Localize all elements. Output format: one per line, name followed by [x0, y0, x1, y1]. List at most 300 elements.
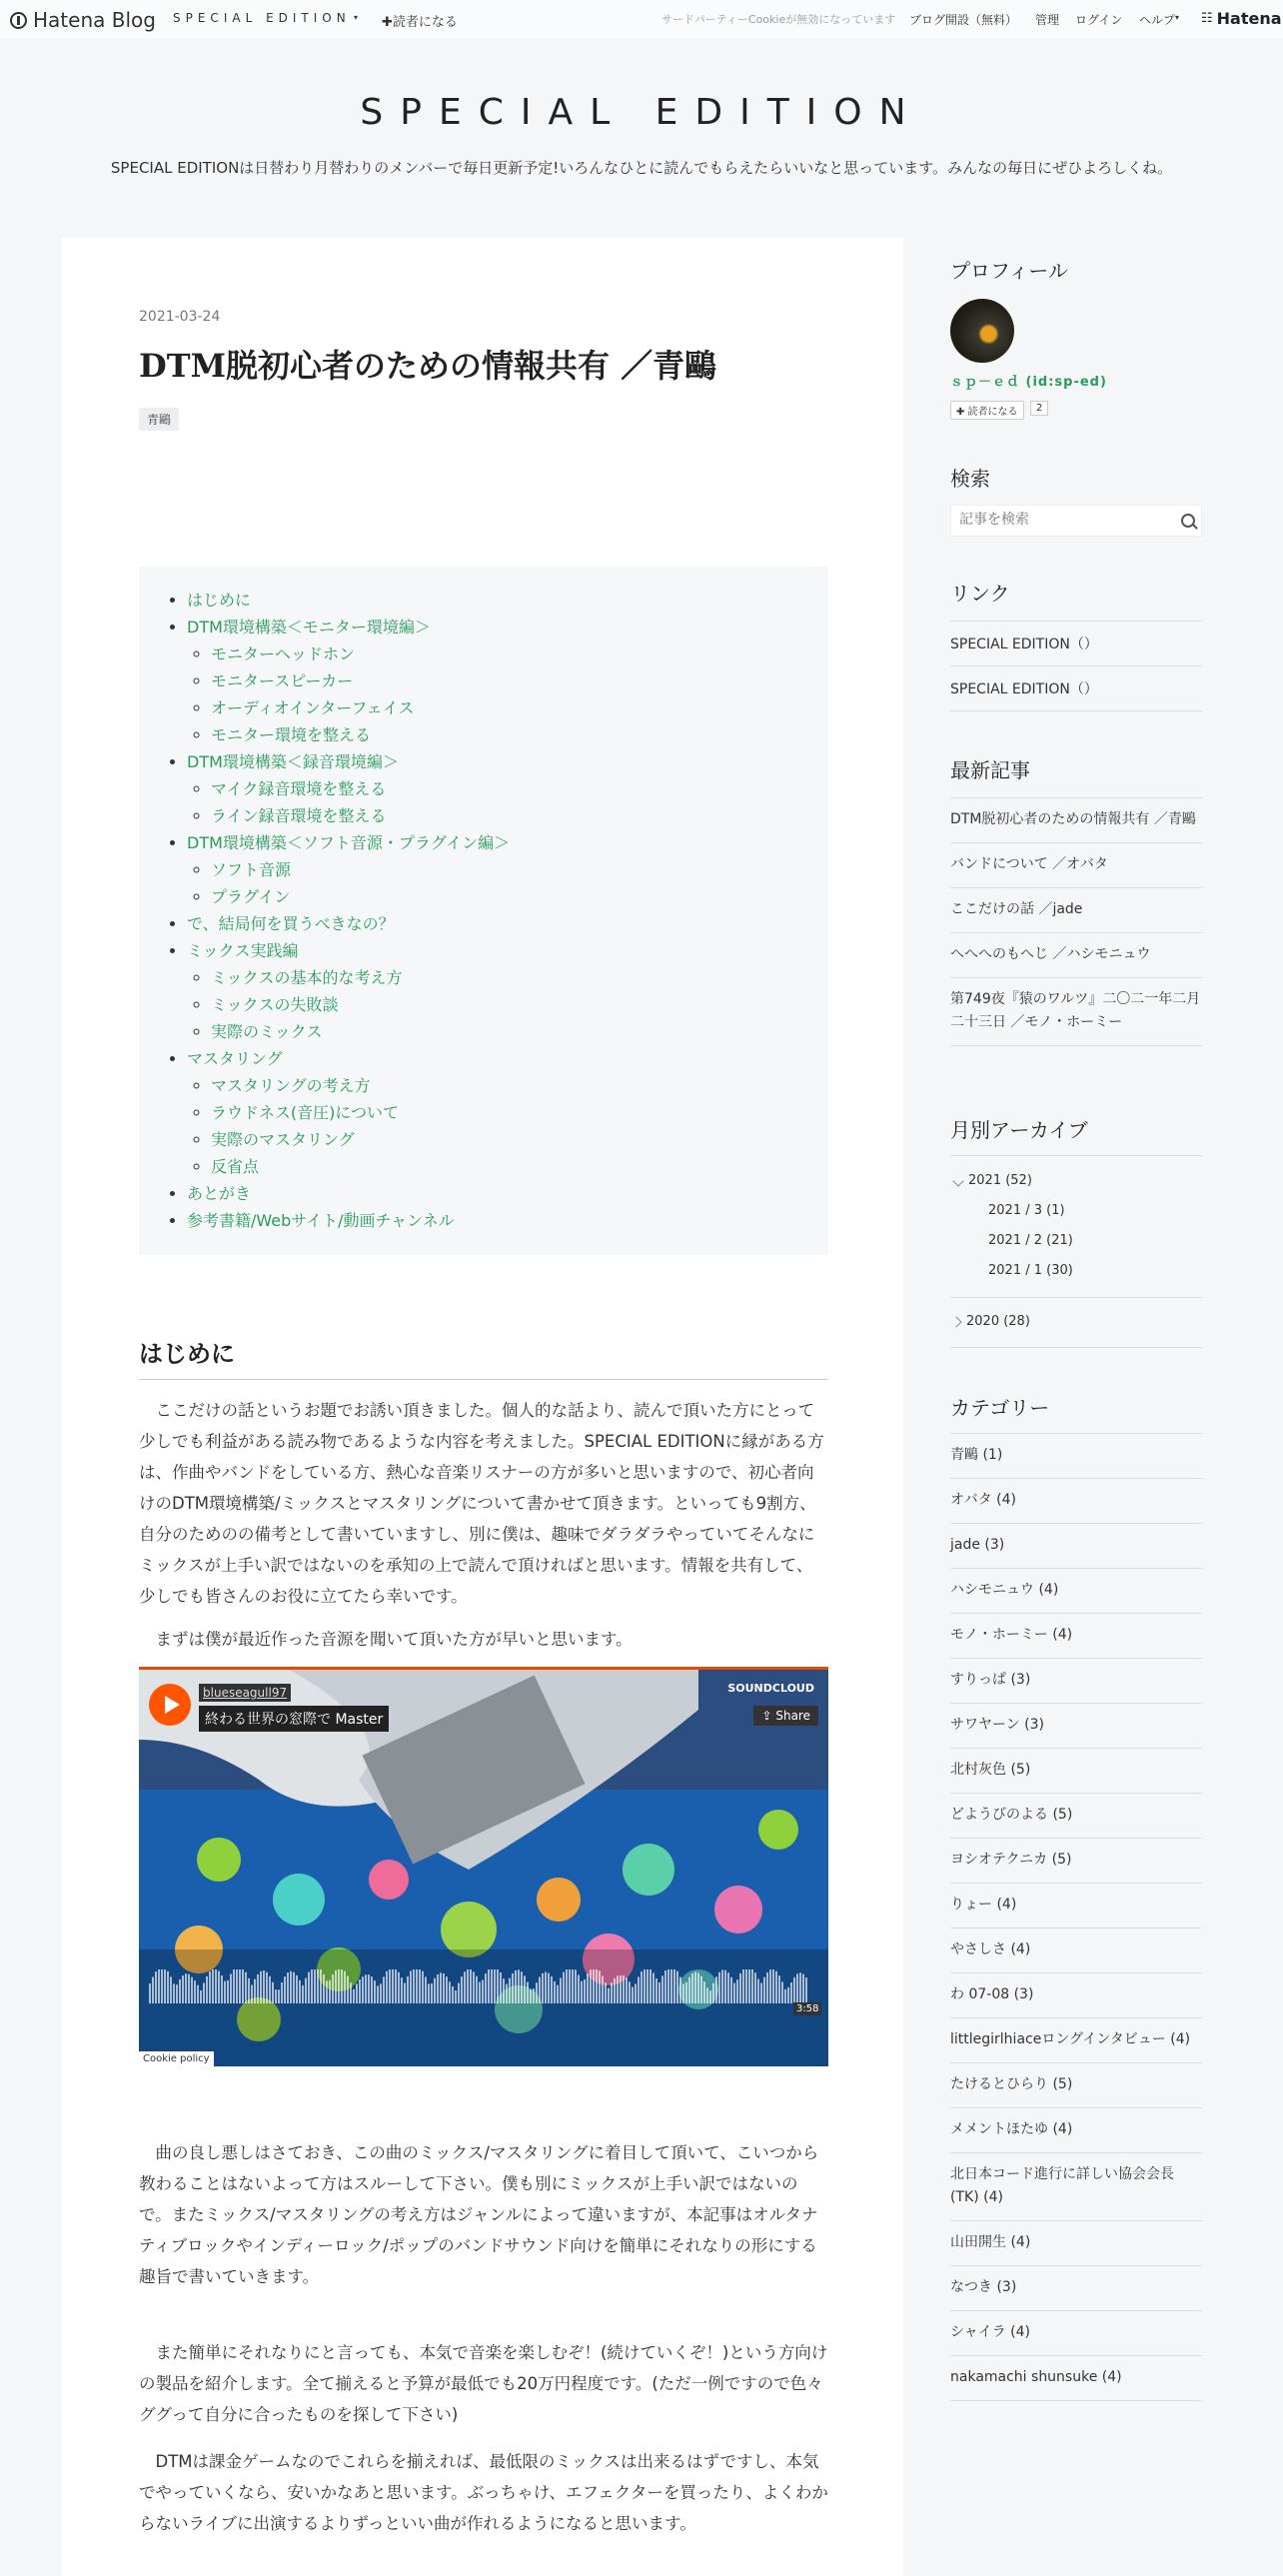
waveform-bar [290, 1971, 292, 2003]
category-item[interactable]: りょー (4) [950, 1884, 1202, 1929]
waveform-bar [655, 1978, 657, 2003]
waveform-bar [470, 1969, 472, 2003]
waveform-bar [311, 1969, 313, 2003]
waveform-bar [560, 1978, 562, 2003]
waveform-bar [347, 1976, 349, 2003]
top-navbar [0, 0, 1283, 38]
waveform-bar [590, 1969, 592, 2003]
waveform-bar [724, 1970, 726, 2003]
site-title[interactable]: SPECIAL EDITION [360, 92, 923, 133]
waveform-bar [602, 1976, 604, 2003]
soundcloud-player[interactable] [139, 1667, 828, 2066]
waveform-bar [479, 1982, 481, 2003]
waveform-bar [497, 1969, 499, 2003]
waveform-bar [596, 1969, 598, 2003]
waveform-bar [464, 1971, 466, 2003]
waveform-bar [593, 1969, 595, 2003]
waveform-bar [629, 1981, 631, 2003]
waveform-bar [566, 1969, 568, 2003]
archive-month[interactable]: 2021 / 3 (1) [988, 1203, 1065, 1218]
toc-item[interactable]: • DTM環境構築＜モニター環境編＞ [187, 614, 808, 641]
waveform-bar [697, 1972, 699, 2003]
chevron-down-icon [952, 1175, 963, 1186]
waveform-bar [476, 1976, 478, 2003]
category-item[interactable]: 青鷗 (1) [950, 1434, 1202, 1479]
dropdown-caret-icon: ▾ [354, 13, 359, 22]
waveform-bar [623, 1975, 625, 2003]
chevron-right-icon [950, 1316, 961, 1327]
archive-month[interactable]: 2021 / 2 (21) [988, 1233, 1073, 1248]
article-date[interactable]: 2021-03-24 [139, 309, 221, 325]
waveform-bar [275, 1989, 277, 2003]
waveform-bar [748, 1969, 750, 2003]
toc-item[interactable]: • DTM環境構築＜ソフト音源・プラグイン編＞ [187, 829, 808, 856]
waveform-bar [790, 1982, 792, 2003]
toc-item[interactable]: • ミックス実践編 [187, 937, 808, 964]
category-item[interactable]: ハシモニュウ (4) [950, 1569, 1202, 1614]
waveform-bar [575, 1969, 577, 2003]
category-item[interactable]: 北村灰色 (5) [950, 1749, 1202, 1794]
divider [950, 1155, 1202, 1156]
waveform-bar [712, 1983, 714, 2003]
waveform-bar [248, 1978, 250, 2003]
waveform-bar [257, 1974, 259, 2003]
waveform-bar [620, 1975, 622, 2003]
waveform-bar [757, 1978, 759, 2003]
waveform-bar [428, 1983, 430, 2003]
category-item[interactable]: jade (3) [950, 1524, 1202, 1569]
archive-year-2021[interactable]: 2021 (52) [950, 1173, 1032, 1188]
category-item[interactable]: やさしさ (4) [950, 1929, 1202, 1973]
links-heading: リンク [950, 582, 1010, 606]
waveform-bar [745, 1969, 747, 2003]
waveform-bar [554, 1981, 556, 2003]
waveform-bar [769, 1969, 771, 2003]
recent-article-item[interactable]: ここだけの話 ／jade [950, 888, 1202, 933]
waveform-bar [380, 1983, 382, 2003]
waveform-bar [703, 1981, 705, 2003]
waveform-bar [796, 1973, 798, 2003]
toc-subitem[interactable]: ◦ 反省点 [211, 1153, 808, 1180]
waveform-bar [215, 1969, 217, 2003]
avatar[interactable] [950, 299, 1014, 363]
waveform-bar [401, 1977, 403, 2003]
waveform-bar [766, 1972, 768, 2003]
waveform-bar [709, 1990, 711, 2003]
waveform-bar [658, 1982, 660, 2003]
open-blog-link[interactable]: ブログ開設（無料） [909, 13, 1018, 27]
waveform-bar [155, 1971, 157, 2003]
paragraph: また簡単にそれなりにと言っても、本気で音楽を楽しむぞ！(続けていくぞ！)という方向けの製品を紹介します。全て揃えると予算が最低でも20万円程度です。(ただ一例ですので色々ググって自分に合ったものを探して下さい) [139, 2343, 828, 2424]
waveform-bar [763, 1977, 765, 2003]
waveform-bar [530, 1989, 532, 2003]
waveform-bar [374, 1980, 376, 2003]
search-box [950, 505, 1202, 537]
toc-subitem[interactable]: ◦ モニター環境を整える [211, 721, 808, 748]
waveform-bar [287, 1972, 289, 2003]
toc-subitem[interactable]: ◦ 実際のミックス [211, 1018, 808, 1045]
article-title[interactable]: DTM脱初心者のための情報共有 ／青鷗 [139, 347, 717, 385]
waveform-bar [365, 1974, 367, 2003]
soundcloud-logo[interactable]: SOUNDCLOUD [727, 1682, 814, 1695]
waveform-bar [455, 1990, 457, 2003]
category-item[interactable]: 山田開生 (4) [950, 2221, 1202, 2266]
waveform-bar [395, 1969, 397, 2003]
waveform-bar [329, 1980, 331, 2003]
waveform-bar [326, 1980, 328, 2003]
recent-article-item[interactable]: 第749夜『猿のワルツ』二〇二一年二月二十三日 ／モノ・ホーミー [950, 978, 1202, 1046]
waveform-bar [605, 1982, 607, 2003]
waveform-bar [299, 1980, 301, 2003]
profile-name[interactable]: ｓｐ－ｅｄ (id:sp-ed) [950, 375, 1107, 390]
waveform-bar [691, 1973, 693, 2003]
waveform-bar [236, 1969, 238, 2003]
waveform-bar [793, 1977, 795, 2003]
waveform-bar [679, 1976, 681, 2003]
waveform-bar [473, 1971, 475, 2003]
site-description: SPECIAL EDITIONは日替わり月替わりのメンバーで毎日更新予定!いろんなひとに読んでもらえたらいいなと思っています。みんなの毎日にぜひよろしくね。 [110, 159, 1173, 177]
waveform-bar [461, 1976, 463, 2003]
category-item[interactable]: シャイラ (4) [950, 2311, 1202, 2356]
waveform-bar [161, 1969, 163, 2003]
waveform-bar [778, 1975, 780, 2003]
table-of-contents [139, 567, 828, 1255]
recent-heading: 最新記事 [950, 758, 1030, 782]
waveform-bar [739, 1973, 741, 2003]
toc-subitem[interactable]: ◦ モニターヘッドホン [211, 641, 808, 667]
category-item[interactable]: どようびのよる (5) [950, 1794, 1202, 1839]
waveform-bar [488, 1969, 490, 2003]
waveform-bar [389, 1969, 391, 2003]
waveform-bar [784, 1989, 786, 2003]
waveform-bar [545, 1971, 547, 2003]
waveform-bar [506, 1983, 508, 2003]
hatena-mark-icon: ☷ [1201, 11, 1213, 26]
waveform-bar [449, 1981, 451, 2003]
waveform-bar [626, 1977, 628, 2003]
waveform-bar [733, 1983, 735, 2003]
cookie-policy-link[interactable]: Cookie policy [139, 2051, 214, 2066]
waveform-bar [700, 1976, 702, 2003]
waveform-bar [802, 1974, 804, 2003]
category-item[interactable]: たけるとひらり (5) [950, 2063, 1202, 2108]
track-duration: 3:58 [793, 2002, 821, 2015]
waveform-bar [314, 1969, 316, 2003]
waveform-bar [787, 1987, 789, 2003]
waveform-bar [335, 1970, 337, 2003]
waveform-bar [440, 1972, 442, 2003]
link-item[interactable]: SPECIAL EDITION（） [950, 622, 1202, 666]
waveform-bar [368, 1974, 370, 2003]
waveform-bar [422, 1971, 424, 2003]
waveform-bar [260, 1971, 262, 2003]
waveform-bar [356, 1983, 358, 2003]
toc-subitem[interactable]: ◦ ソフト音源 [211, 856, 808, 883]
toc-subitem[interactable]: ◦ ミックスの失敗談 [211, 991, 808, 1018]
archive-year-2020[interactable]: 2020 (28) [950, 1314, 1030, 1329]
waveform-bar [661, 1975, 663, 2003]
waveform-bar [646, 1969, 648, 2003]
section-heading: はじめに [139, 1334, 828, 1380]
waveform-bar [775, 1971, 777, 2003]
waveform-bar [581, 1981, 583, 2003]
toc-item[interactable]: • DTM環境構築＜録音環境編＞ [187, 748, 808, 775]
waveform-bar [266, 1972, 268, 2003]
waveform-bar [203, 1982, 205, 2003]
waveform-bar [584, 1979, 586, 2003]
waveform-bar [383, 1976, 385, 2003]
category-item[interactable]: littlegirlhiaceロングインタビュー (4) [950, 2018, 1202, 2063]
waveform-bar [386, 1971, 388, 2003]
toc-subitem[interactable]: ◦ マイク録音環境を整える [211, 775, 808, 802]
waveform-bar [230, 1974, 232, 2003]
waveform-bar [694, 1971, 696, 2003]
waveform-bar [638, 1976, 640, 2003]
hatena-blog-logo[interactable]: Hatena Blog [10, 8, 156, 32]
recent-article-item[interactable]: DTM脱初心者のための情報共有 ／青鷗 [950, 798, 1202, 843]
waveform-bar [641, 1971, 642, 2003]
category-item[interactable]: 北日本コード進行に詳しい協会会長(TK) (4) [950, 2153, 1202, 2221]
toc-subitem[interactable]: ◦ プラグイン [211, 883, 808, 910]
waveform-bar [398, 1972, 400, 2003]
waveform-bar [491, 1969, 493, 2003]
blog-name-menu[interactable]: SPECIAL EDITION [173, 11, 351, 25]
waveform-bar [670, 1969, 672, 2003]
waveform-bar [200, 1990, 202, 2003]
waveform[interactable] [149, 1969, 818, 2019]
toc-subitem[interactable]: ◦ モニタースピーカー [211, 667, 808, 694]
waveform-bar [685, 1982, 687, 2003]
waveform-bar [170, 1976, 172, 2003]
waveform-bar [446, 1976, 448, 2003]
waveform-bar [539, 1976, 541, 2003]
waveform-bar [578, 1974, 580, 2003]
waveform-bar [173, 1983, 175, 2003]
waveform-bar [407, 1976, 409, 2003]
waveform-bar [152, 1977, 154, 2003]
waveform-bar [494, 1969, 496, 2003]
share-button[interactable]: ⇪ Share [753, 1706, 818, 1726]
waveform-bar [772, 1969, 774, 2003]
waveform-bar [350, 1982, 352, 2003]
toc-item[interactable]: • あとがき [187, 1180, 808, 1207]
search-icon[interactable] [1181, 514, 1195, 528]
waveform-bar [649, 1969, 651, 2003]
waveform-bar [404, 1982, 406, 2003]
waveform-bar [706, 1987, 708, 2003]
waveform-bar [730, 1977, 732, 2003]
waveform-bar [500, 1972, 502, 2003]
profile-subscribe-button[interactable]: ✚ 読者になる [950, 401, 1024, 420]
waveform-bar [518, 1969, 520, 2003]
category-item[interactable]: メメントほたゆ (4) [950, 2108, 1202, 2153]
archive-month[interactable]: 2021 / 1 (30) [988, 1263, 1073, 1278]
category-tag[interactable]: 青鷗 [139, 408, 179, 431]
waveform-bar [503, 1978, 505, 2003]
waveform-bar [682, 1984, 684, 2003]
share-icon: ⇪ [761, 1709, 776, 1723]
recent-article-item[interactable]: へへへのもへじ ／ハシモニュウ [950, 933, 1202, 978]
waveform-bar [194, 1980, 196, 2003]
waveform-bar [332, 1974, 334, 2003]
waveform-bar [269, 1976, 271, 2003]
waveform-bar [293, 1972, 295, 2003]
waveform-bar [242, 1969, 244, 2003]
waveform-bar [515, 1970, 517, 2003]
divider [950, 1347, 1202, 1348]
link-item[interactable]: SPECIAL EDITION（） [950, 666, 1202, 711]
waveform-bar [410, 1971, 412, 2003]
waveform-bar [191, 1977, 193, 2003]
waveform-bar [218, 1971, 220, 2003]
waveform-bar [419, 1969, 421, 2003]
help-menu[interactable]: ヘルプ [1139, 13, 1176, 27]
waveform-bar [284, 1976, 286, 2003]
toc-item[interactable]: • はじめに [187, 587, 808, 614]
paragraph: 曲の良し悪しはさておき、この曲のミックス/マスタリングに着目して頂いて、こいつから教わることはないよって方はスルーして下さい。僕も別にミックスが上手い訳ではないので。またミックス/マスタリングの考え方はジャンルによって違いますが、本記事はオルタナティブロックやインディーロック/ポップのバンドサウンド向けを簡単にそれなりの形にする趣旨で書いていきます。 [139, 2143, 819, 2286]
waveform-bar [353, 1989, 355, 2003]
waveform-bar [278, 1989, 280, 2003]
waveform-bar [676, 1971, 678, 2003]
waveform-bar [362, 1976, 364, 2003]
waveform-bar [212, 1969, 214, 2003]
category-item[interactable]: わ 07-08 (3) [950, 1973, 1202, 2018]
waveform-bar [302, 1985, 304, 2003]
waveform-bar [667, 1969, 669, 2003]
player-username[interactable]: blueseagull97 [199, 1684, 291, 1702]
article-card [62, 238, 903, 2576]
category-item[interactable]: サワヤーン (3) [950, 1704, 1202, 1749]
waveform-bar [563, 1972, 565, 2003]
paragraph: ここだけの話というお題でお誘い頂きました。個人的な話より、読んで頂いた方にとって少しでも利益がある読み物であるような内容を考えました。SPECIAL EDITIONに縁がある方は、作曲やバンドをしている方、熱心な音楽リスナーの方が多いと思いますので、初心者向けのDTM環境構築/ミックスとマスタリングについて書かせて頂きます。といっても9割方、自分のためのの備考として書いていますし、別に僕は、趣味でダラダラやっていてそんなにミックスが上手い訳ではないのを承知の上で読んで頂ければと思います。情報を共有して、少しでも皆さんのお役に立てたら幸いです。 [139, 1401, 824, 1606]
waveform-bar [239, 1969, 241, 2003]
waveform-bar [431, 1983, 433, 2003]
waveform-bar [245, 1972, 247, 2003]
waveform-bar [158, 1969, 160, 2003]
waveform-bar [617, 1975, 619, 2003]
waveform-bar [320, 1969, 322, 2003]
waveform-bar [608, 1988, 610, 2003]
waveform-bar [197, 1985, 199, 2003]
waveform-bar [149, 1983, 151, 2003]
waveform-bar [425, 1976, 427, 2003]
waveform-bar [317, 1969, 319, 2003]
category-item[interactable]: モノ・ホーミー (4) [950, 1614, 1202, 1659]
waveform-bar [754, 1972, 756, 2003]
waveform-bar [760, 1983, 762, 2003]
waveform-bar [308, 1972, 310, 2003]
play-button[interactable] [149, 1684, 191, 1726]
toc-subitem[interactable]: ◦ ラウドネス(音圧)について [211, 1099, 808, 1126]
waveform-bar [721, 1969, 723, 2003]
waveform-bar [587, 1973, 589, 2003]
toc-item[interactable]: • マスタリング [187, 1045, 808, 1072]
waveform-bar [263, 1970, 265, 2003]
waveform-bar [652, 1972, 654, 2003]
player-track-title[interactable]: 終わる世界の窓際で Master [199, 1706, 389, 1732]
toc-subitem[interactable]: ◦ ライン録音環境を整える [211, 802, 808, 829]
toc-subitem[interactable]: ◦ 実際のマスタリング [211, 1126, 808, 1153]
help-caret-icon: ▾ [1175, 13, 1180, 22]
cookie-notice[interactable]: サードパーティーCookieが無効になっています [661, 13, 896, 26]
waveform-bar [533, 1988, 535, 2003]
search-heading: 検索 [950, 467, 990, 491]
waveform-bar [467, 1969, 469, 2003]
toc-subitem[interactable]: ◦ オーディオインターフェイス [211, 694, 808, 721]
admin-link[interactable]: 管理 [1035, 13, 1060, 27]
category-item[interactable]: nakamachi shunsuke (4) [950, 2356, 1202, 2401]
waveform-bar [359, 1979, 361, 2003]
waveform-bar [254, 1979, 256, 2003]
waveform-bar [482, 1980, 484, 2003]
waveform-bar [338, 1969, 340, 2003]
waveform-bar [611, 1982, 613, 2003]
subscribe-button[interactable]: ✚読者になる [382, 15, 458, 30]
category-item[interactable]: ヨシオテクニカ (5) [950, 1839, 1202, 1884]
waveform-bar [799, 1972, 801, 2003]
waveform-bar [781, 1981, 783, 2003]
waveform-bar [673, 1969, 675, 2003]
waveform-bar [751, 1969, 753, 2003]
category-item[interactable]: オバタ (4) [950, 1479, 1202, 1524]
category-item[interactable]: なつき (3) [950, 2266, 1202, 2311]
waveform-bar [437, 1974, 439, 2003]
waveform-bar [569, 1969, 571, 2003]
waveform-bar [272, 1982, 274, 2003]
waveform-bar [176, 1984, 178, 2003]
search-input[interactable] [951, 506, 1177, 534]
paragraph: DTMは課金ゲームなのでこれらを揃えれば、最低限のミックスは出来るはずですし、本気でやっていくなら、安いかなあと思います。ぶっちゃけ、エフェクターを買ったり、よくわからないライブに出演するよりずっといい曲が作れるようになると思います。 [139, 2452, 828, 2533]
waveform-bar [527, 1982, 529, 2003]
waveform-bar [548, 1973, 550, 2003]
waveform-bar [557, 1985, 559, 2003]
toc-item[interactable]: • 参考書籍/Webサイト/動画チャンネル [187, 1207, 808, 1234]
waveform-bar [551, 1976, 553, 2003]
waveform-bar [542, 1973, 544, 2003]
waveform-bar [371, 1976, 373, 2003]
waveform-bar [227, 1980, 229, 2003]
waveform-bar [736, 1979, 738, 2003]
waveform-bar [443, 1973, 445, 2003]
waveform-bar [727, 1972, 729, 2003]
waveform-bar [718, 1972, 720, 2003]
waveform-bar [632, 1987, 634, 2003]
waveform-bar [206, 1976, 208, 2003]
waveform-bar [377, 1985, 379, 2003]
toc-subitem[interactable]: ◦ マスタリングの考え方 [211, 1072, 808, 1099]
waveform-bar [521, 1971, 523, 2003]
waveform-bar [341, 1969, 343, 2003]
waveform-bar [185, 1973, 187, 2003]
recent-article-item[interactable]: バンドについて ／オバタ [950, 843, 1202, 888]
waveform-bar [179, 1979, 181, 2003]
toc-item[interactable]: • で、結局何を買うべきなの？ [187, 910, 808, 937]
waveform-bar [188, 1974, 190, 2003]
toc-subitem[interactable]: ◦ ミックスの基本的な考え方 [211, 964, 808, 991]
waveform-bar [643, 1969, 645, 2003]
paragraph: まずは僕が最近作った音源を聞いて頂いた方が早いと思います。 [155, 1630, 633, 1649]
waveform-bar [251, 1984, 253, 2003]
waveform-bar [599, 1970, 601, 2003]
waveform-bar [434, 1978, 436, 2003]
waveform-bar [224, 1981, 226, 2003]
category-item[interactable]: すりっぱ (3) [950, 1659, 1202, 1704]
waveform-bar [209, 1971, 211, 2003]
hatena-link[interactable]: ☷ Hatena [1201, 9, 1282, 28]
waveform-bar [413, 1969, 415, 2003]
divider [950, 1297, 1202, 1298]
login-link[interactable]: ログイン [1075, 13, 1123, 27]
